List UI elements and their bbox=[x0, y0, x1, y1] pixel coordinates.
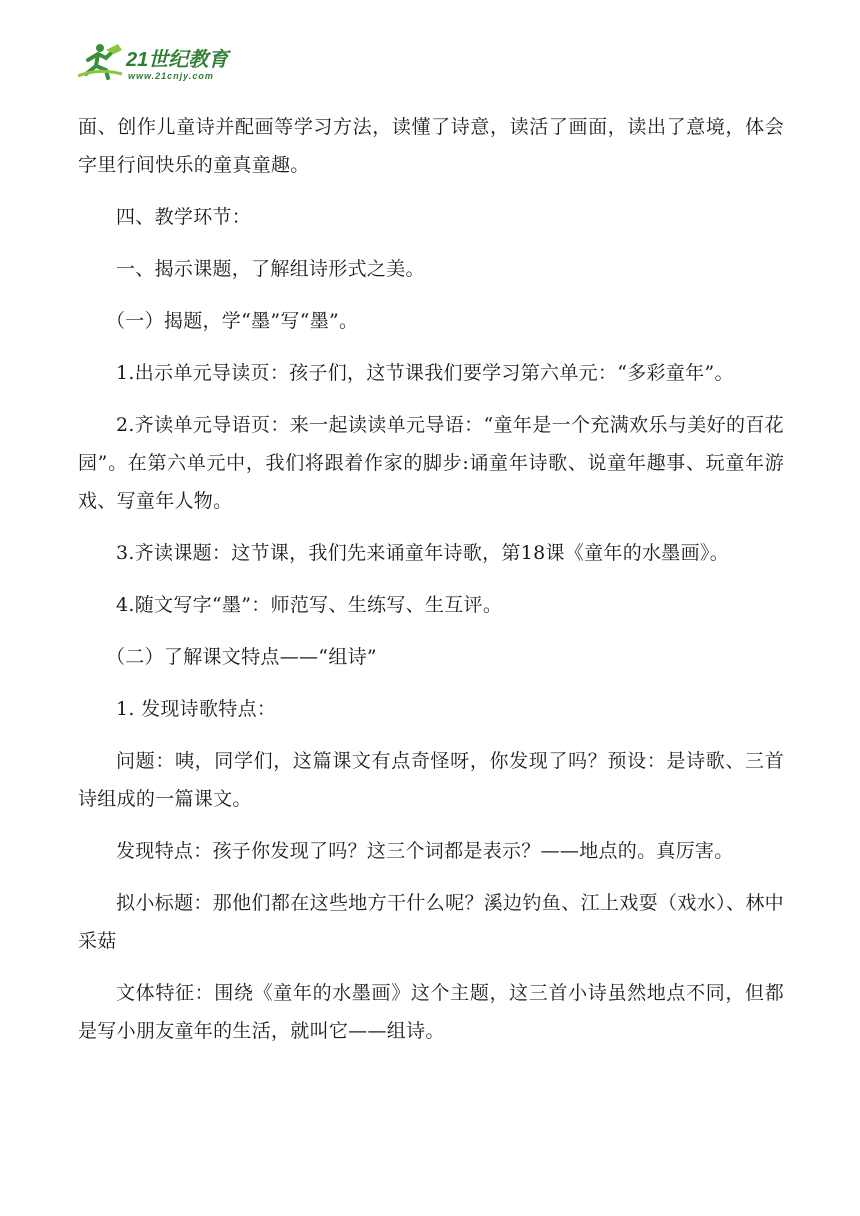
paragraph-discover-features: 1. 发现诗歌特点： bbox=[116, 698, 277, 720]
paragraph-step-3: 3.齐读课题：这节课，我们先来诵童年诗歌，第18课《童年的水墨画》。 bbox=[116, 542, 730, 564]
document-body bbox=[78, 108, 784, 1064]
subsection-heading-two: （二）了解课文特点——“组诗” bbox=[106, 646, 377, 668]
paragraph-question: 问题：咦，同学们，这篇课文有点奇怪呀，你发现了吗？预设：是诗歌、三首诗组成的一篇课文。 bbox=[78, 750, 784, 810]
paragraph-genre: 文体特征：围绕《童年的水墨画》这个主题，这三首小诗虽然地点不同，但都是写小朋友童年的生活，就叫它——组诗。 bbox=[78, 982, 784, 1042]
subsection-heading-one: （一）揭题，学“墨”写“墨”。 bbox=[106, 310, 359, 332]
section-heading-reveal-topic: 一、揭示课题，了解组诗形式之美。 bbox=[116, 258, 425, 280]
paragraph-step-1: 1.出示单元导读页：孩子们，这节课我们要学习第六单元：“多彩童年”。 bbox=[116, 362, 734, 384]
paragraph-step-4: 4.随文写字“墨”：师范写、生练写、生互评。 bbox=[116, 594, 503, 616]
paragraph-feature: 发现特点：孩子你发现了吗？这三个词都是表示？——地点的。真厉害。 bbox=[116, 840, 734, 862]
logo-text: 21世纪教育 bbox=[126, 49, 229, 71]
paragraph-step-2: 2.齐读单元导语页：来一起读读单元导语：“童年是一个充满欢乐与美好的百花园”。在第六单元中，我们将跟着作家的脚步:诵童年诗歌、说童年趣事、玩童年游戏、写童年人物。 bbox=[78, 414, 784, 512]
site-logo bbox=[78, 40, 258, 84]
paragraph-continuation: 面、创作儿童诗并配画等学习方法，读懂了诗意，读活了画面，读出了意境，体会字里行间快乐的童真童趣。 bbox=[78, 116, 784, 176]
runner-logo-icon bbox=[78, 40, 258, 84]
logo-url-text: www.21cnjy.com bbox=[128, 71, 214, 81]
section-heading-teaching-steps: 四、教学环节： bbox=[116, 206, 252, 228]
paragraph-subtitle: 拟小标题：那他们都在这些地方干什么呢？溪边钓鱼、江上戏耍（戏水）、林中采菇 bbox=[78, 892, 784, 952]
